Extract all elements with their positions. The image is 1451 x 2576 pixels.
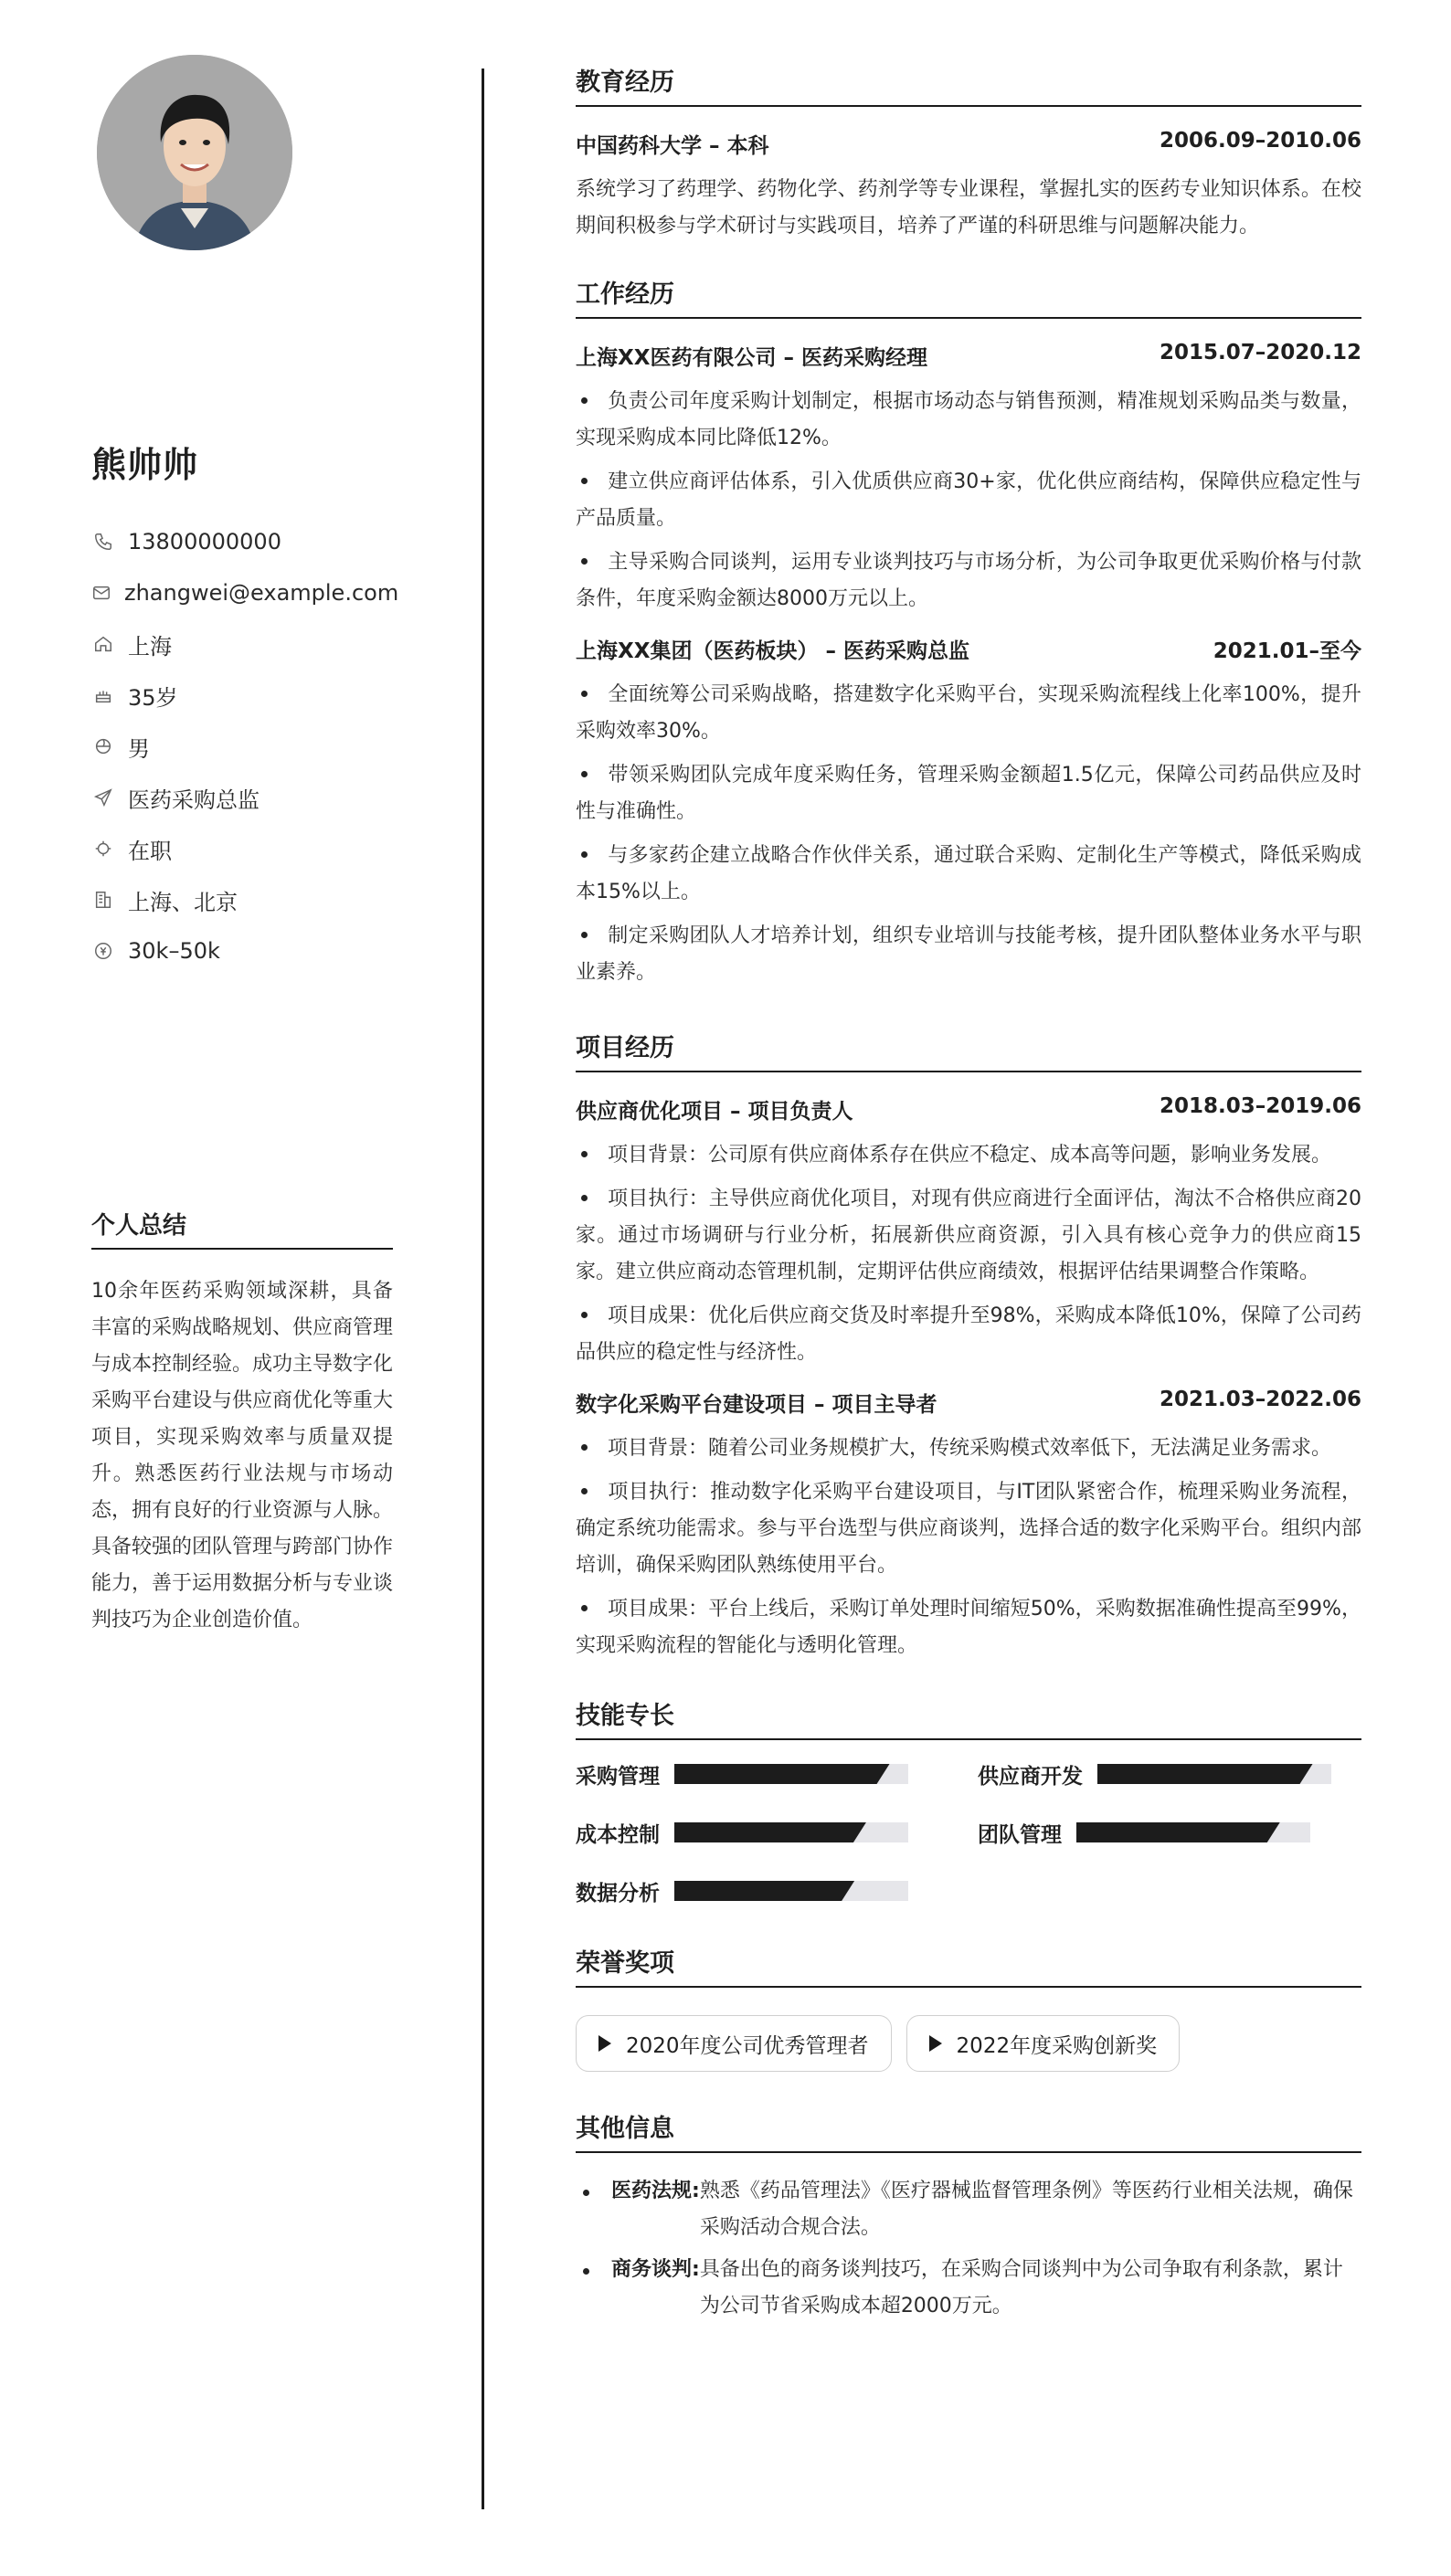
award-text: 2022年度采购创新奖 [956, 2033, 1158, 2058]
job-title: 上海XX医药有限公司 – 医药采购经理 [576, 346, 927, 370]
info-email-text: zhangwei@example.com [124, 580, 399, 606]
project-bullets [576, 1431, 1361, 1664]
other-value: 具备出色的商务谈判技巧，在采购合同谈判中为公司争取有利条款，累计为公司节省采购成本超2000万元。 [699, 2258, 1343, 2317]
play-icon [929, 2035, 942, 2052]
mail-icon [91, 581, 111, 605]
info-position [91, 772, 393, 823]
skill-bar [674, 1822, 908, 1842]
list-item [576, 918, 1361, 991]
skill-label: 成本控制 [576, 1822, 660, 1847]
other-title: 其他信息 [576, 2108, 1361, 2153]
building-icon [91, 888, 115, 912]
info-city-text: 上海、北京 [128, 889, 238, 915]
list-item-text: 项目成果：平台上线后，采购订单处理时间缩短50%，采购数据准确性提高至99%，实现采购流程的智能化与透明化管理。 [576, 1598, 1361, 1657]
skill-label: 团队管理 [978, 1822, 1062, 1847]
skill-bar [1076, 1822, 1310, 1842]
job-bullets [576, 677, 1361, 991]
project-header [576, 1094, 1361, 1124]
cake-icon [91, 683, 115, 707]
other-value: 熟悉《药品管理法》《医疗器械监督管理条例》等医药行业相关法规，确保采购活动合规合法。 [699, 2180, 1353, 2239]
info-phone-text: 13800000000 [128, 529, 281, 554]
contact-info [91, 516, 399, 977]
education-desc: 系统学习了药理学、药物化学、药剂学等专业课程，掌握扎实的医药专业知识体系。在校期间积极参与学术研讨与实践项目，培养了严谨的科研思维与问题解决能力。 [576, 178, 1361, 238]
info-age-text: 35岁 [128, 684, 178, 711]
list-item-text: 与多家药企建立战略合作伙伴关系，通过联合采购、定制化生产等模式，降低采购成本15%以上。 [576, 844, 1361, 903]
other-section [576, 2108, 1361, 2325]
award-tag [576, 2015, 892, 2072]
project-bullets [576, 1137, 1361, 1371]
project-title: 供应商优化项目 – 项目负责人 [576, 1100, 853, 1124]
home-icon [91, 632, 115, 656]
main-content [576, 62, 1361, 2330]
list-item [576, 544, 1361, 618]
skill-label: 供应商开发 [978, 1764, 1083, 1789]
job-date: 2015.07–2020.12 [1159, 341, 1361, 364]
education-header [576, 129, 1361, 159]
education-date: 2006.09–2010.06 [1159, 129, 1361, 153]
money-icon [91, 939, 115, 963]
info-position-text: 医药采购总监 [128, 787, 259, 813]
skill-bar-fill [1076, 1822, 1280, 1842]
profile-name: 熊帅帅 [91, 445, 199, 485]
education-section [576, 62, 1361, 245]
skill-bar-fill [674, 1764, 890, 1784]
awards-title: 荣誉奖项 [576, 1943, 1361, 1988]
list-item [576, 1431, 1361, 1467]
other-key: 商务谈判: [611, 2258, 700, 2281]
education-title: 教育经历 [576, 62, 1361, 107]
send-icon [91, 786, 115, 809]
project-date: 2021.03–2022.06 [1159, 1388, 1361, 1411]
list-item [576, 2173, 1361, 2246]
info-salary-text: 30k–50k [128, 938, 220, 964]
skill-item [576, 1879, 978, 1906]
gender-icon [91, 734, 115, 758]
info-city [91, 874, 393, 925]
skill-bar [674, 1881, 908, 1901]
portrait-image [97, 55, 292, 250]
info-location-text: 上海 [128, 633, 172, 660]
skills-title: 技能专长 [576, 1695, 1361, 1740]
skill-bar [674, 1764, 908, 1784]
skill-item [576, 1762, 978, 1789]
list-item-text: 项目成果：优化后供应商交货及时率提升至98%，采购成本降低10%，保障了公司药品供应的稳定性与经济性。 [576, 1304, 1361, 1364]
project-header [576, 1388, 1361, 1418]
info-email [91, 567, 399, 618]
project-date: 2018.03–2019.06 [1159, 1094, 1361, 1118]
skill-bar-fill [674, 1881, 854, 1901]
job-title: 上海XX集团（医药板块） – 医药采购总监 [576, 639, 969, 663]
list-item [576, 838, 1361, 911]
list-item [576, 1137, 1361, 1174]
project-title: 数字化采购平台建设项目 – 项目主导者 [576, 1393, 937, 1417]
list-item [576, 757, 1361, 830]
list-item-text: 建立供应商评估体系，引入优质供应商30+家，优化供应商结构，保障供应稳定性与产品质量。 [576, 470, 1361, 530]
job-date: 2021.01–至今 [1213, 639, 1361, 663]
skill-label: 数据分析 [576, 1881, 660, 1906]
list-item [576, 1591, 1361, 1664]
phone-icon [91, 530, 115, 554]
list-item-text: 主导采购合同谈判，运用专业谈判技巧与市场分析，为公司争取更优采购价格与付款条件，年度采购金额达8000万元以上。 [576, 551, 1361, 610]
list-item-text: 全面统筹公司采购战略，搭建数字化采购平台，实现采购流程线上化率100%，提升采购效率30%。 [576, 683, 1361, 743]
avatar [97, 55, 292, 250]
summary-title: 个人总结 [91, 1207, 393, 1250]
list-item-text: 负责公司年度采购计划制定，根据市场动态与销售预测，精准规划采购品类与数量，实现采购成本同比降低12%。 [576, 390, 1361, 449]
skill-item [978, 1821, 1343, 1847]
sidebar [91, 55, 399, 1639]
list-item [576, 1181, 1361, 1291]
info-gender [91, 721, 393, 772]
work-section [576, 274, 1361, 991]
list-item [576, 2252, 1361, 2325]
list-item-text: 项目执行：推动数字化采购平台建设项目，与IT团队紧密合作，梳理采购业务流程，确定系统功能需求。参与平台选型与供应商谈判，选择合适的数字化采购平台。组织内部培训，确保采购团队熟练使用平台。 [576, 1481, 1361, 1577]
skill-label: 采购管理 [576, 1764, 660, 1789]
info-status-text: 在职 [128, 838, 172, 864]
skill-item [576, 1821, 978, 1847]
skills-grid [576, 1762, 1361, 1906]
projects-title: 项目经历 [576, 1028, 1361, 1072]
list-item-text: 项目背景：公司原有供应商体系存在供应不稳定、成本高等问题，影响业务发展。 [608, 1144, 1332, 1167]
skill-bar-fill [674, 1822, 866, 1842]
skill-item [978, 1762, 1343, 1789]
other-key: 医药法规: [611, 2180, 700, 2202]
info-phone [91, 516, 393, 567]
awards-list [576, 2015, 1361, 2072]
info-salary [91, 925, 393, 977]
list-item [576, 677, 1361, 750]
projects-section [576, 1028, 1361, 1664]
skills-section [576, 1695, 1361, 1906]
list-item-text: 项目背景：随着公司业务规模扩大，传统采购模式效率低下，无法满足业务需求。 [608, 1437, 1332, 1460]
list-item-text: 带领采购团队完成年度采购任务，管理采购金额超1.5亿元，保障公司药品供应及时性与准确性。 [576, 764, 1361, 823]
info-location [91, 618, 393, 670]
job-header [576, 341, 1361, 371]
info-status [91, 823, 393, 874]
other-list [576, 2173, 1361, 2325]
summary-text: 10余年医药采购领域深耕，具备丰富的采购战略规划、供应商管理与成本控制经验。成功主导数字化采购平台建设与供应商优化等重大项目，实现采购效率与质量双提升。熟悉医药行业法规与市场动态，拥有良好的行业资源与人脉。具备较强的团队管理与跨部门协作能力，善于运用数据分析与专业谈判技巧为企业创造价值。 [91, 1280, 394, 1631]
award-text: 2020年度公司优秀管理者 [626, 2033, 869, 2058]
job-header [576, 634, 1361, 664]
list-item-text: 项目执行：主导供应商优化项目，对现有供应商进行全面评估，淘汰不合格供应商20家。通过市场调研与行业分析，拓展新供应商资源，引入具有核心竞争力的供应商15家。建立供应商动态管理机制，定期评估供应商绩效，根据评估结果调整合作策略。 [576, 1188, 1361, 1283]
list-item [576, 384, 1361, 457]
skill-bar-fill [1097, 1764, 1313, 1784]
vertical-divider [482, 69, 484, 2509]
job-bullets [576, 384, 1361, 618]
play-icon [598, 2035, 611, 2052]
education-school: 中国药科大学 – 本科 [576, 134, 769, 158]
list-item [576, 1298, 1361, 1371]
skill-bar [1097, 1764, 1331, 1784]
work-title: 工作经历 [576, 274, 1361, 319]
list-item [576, 1474, 1361, 1584]
status-icon [91, 837, 115, 860]
info-age [91, 670, 393, 721]
awards-section [576, 1943, 1361, 2072]
info-gender-text: 男 [128, 735, 150, 762]
award-tag [906, 2015, 1181, 2072]
list-item-text: 制定采购团队人才培养计划，组织专业培训与技能考核，提升团队整体业务水平与职业素养。 [576, 924, 1361, 984]
list-item [576, 464, 1361, 537]
